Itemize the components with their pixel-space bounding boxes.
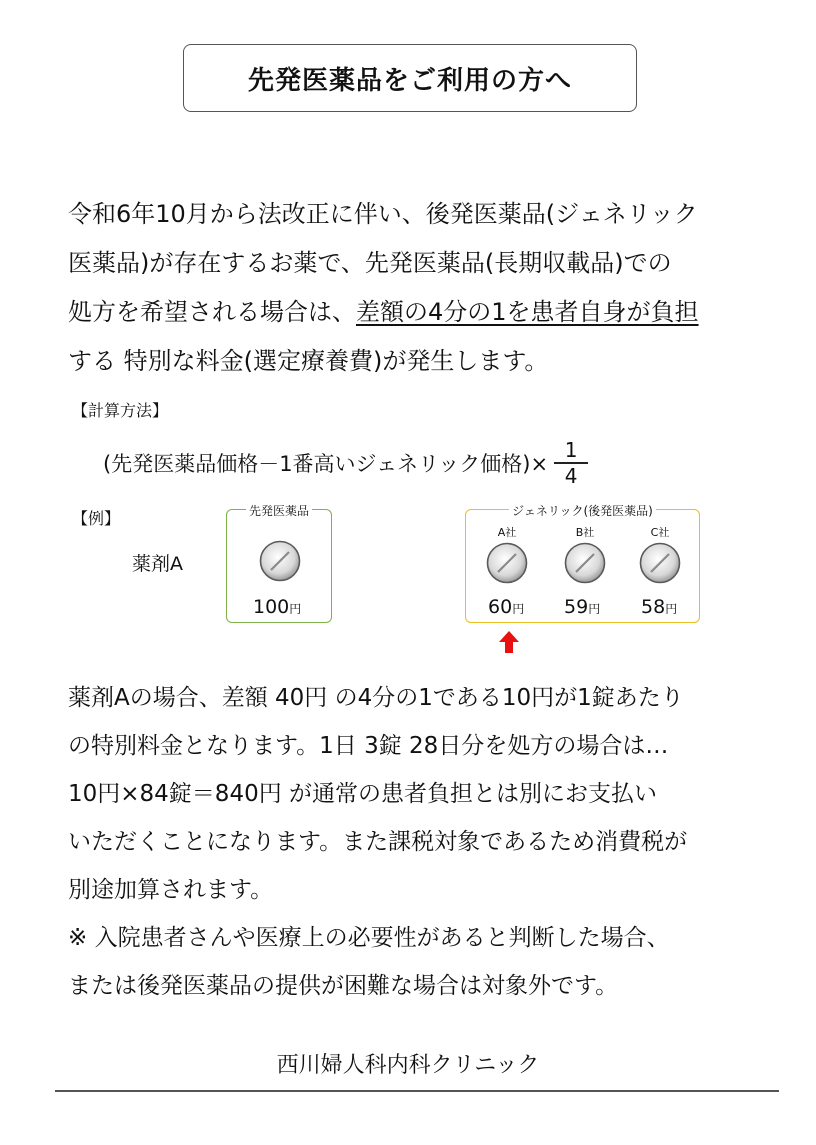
pill-icon <box>486 542 528 584</box>
footer-divider <box>55 1090 779 1092</box>
explanation-line-2: の特別料金となります。1日 3錠 28日分を処方の場合は… <box>68 733 669 759</box>
drug-label: 薬剤A <box>132 553 183 575</box>
company-label-b: B社 <box>575 526 595 539</box>
clinic-name: 西川婦人科内科クリニック <box>276 1053 540 1078</box>
company-label-c: C社 <box>650 526 670 539</box>
generic-price-a-value: 60 <box>488 596 513 618</box>
explanation-line-5: 別途加算されます。 <box>68 877 274 903</box>
generic-price-a-yen: 円 <box>512 602 525 616</box>
explanation-line-6: ※ 入院患者さんや医療上の必要性があると判断した場合、 <box>68 925 670 951</box>
example-label: 【例】 <box>72 509 121 528</box>
pill-icon <box>639 542 681 584</box>
calculation-formula <box>103 438 588 488</box>
generic-price-c-yen: 円 <box>665 602 678 616</box>
generic-box-title: ジェネリック(後発医薬品) <box>509 504 656 518</box>
generic-price-c-value: 58 <box>641 596 666 618</box>
explanation-paragraph <box>68 674 778 1010</box>
explanation-line-1: 薬剤Aの場合、差額 40円 の4分の1である10円が1錠あたり <box>68 685 684 711</box>
calculation-label: 【計算方法】 <box>72 401 169 420</box>
brand-drug-box <box>226 504 332 623</box>
brand-price-yen: 円 <box>289 602 302 616</box>
fraction-numerator: 1 <box>564 438 578 462</box>
intro-line-2: 医薬品)が存在するお薬で、先発医薬品(長期収載品)での <box>68 249 672 277</box>
brand-price <box>253 596 301 618</box>
brand-price-value: 100 <box>253 596 290 618</box>
explanation-line-3: 10円×84錠＝840円 が通常の患者負担とは別にお支払い <box>68 781 658 807</box>
intro-line-3-text: 処方を希望される場合は、 <box>68 298 356 326</box>
company-label-a: A社 <box>497 526 517 539</box>
generic-drug-box <box>465 504 700 623</box>
intro-underlined-text: 差額の4分の1を患者自身が負担 <box>356 298 699 326</box>
intro-line-3 <box>68 288 768 337</box>
page-title: 先発医薬品をご利用の方へ <box>247 65 572 96</box>
generic-price-a <box>488 596 524 618</box>
intro-line-4: する 特別な料金(選定療養費)が発生します。 <box>68 347 549 375</box>
formula-fraction <box>554 438 588 488</box>
pill-icon <box>564 542 606 584</box>
generic-price-b-yen: 円 <box>588 602 601 616</box>
pill-icon <box>259 540 301 582</box>
generic-price-c <box>641 596 677 618</box>
fraction-denominator: 4 <box>564 463 578 488</box>
intro-line-1: 令和6年10月から法改正に伴い、後発医薬品(ジェネリック <box>68 200 698 228</box>
explanation-line-7: または後発医薬品の提供が困難な場合は対象外です。 <box>68 973 619 999</box>
explanation-line-4: いただくことになります。また課税対象であるため消費税が <box>68 829 688 855</box>
up-arrow-icon <box>498 630 520 654</box>
generic-price-b <box>564 596 600 618</box>
formula-text: (先発医薬品価格－1番高いジェネリック価格)× <box>103 451 549 476</box>
intro-paragraph <box>68 190 768 386</box>
brand-box-title: 先発医薬品 <box>246 504 312 518</box>
title-box <box>183 44 637 112</box>
generic-price-b-value: 59 <box>564 596 589 618</box>
